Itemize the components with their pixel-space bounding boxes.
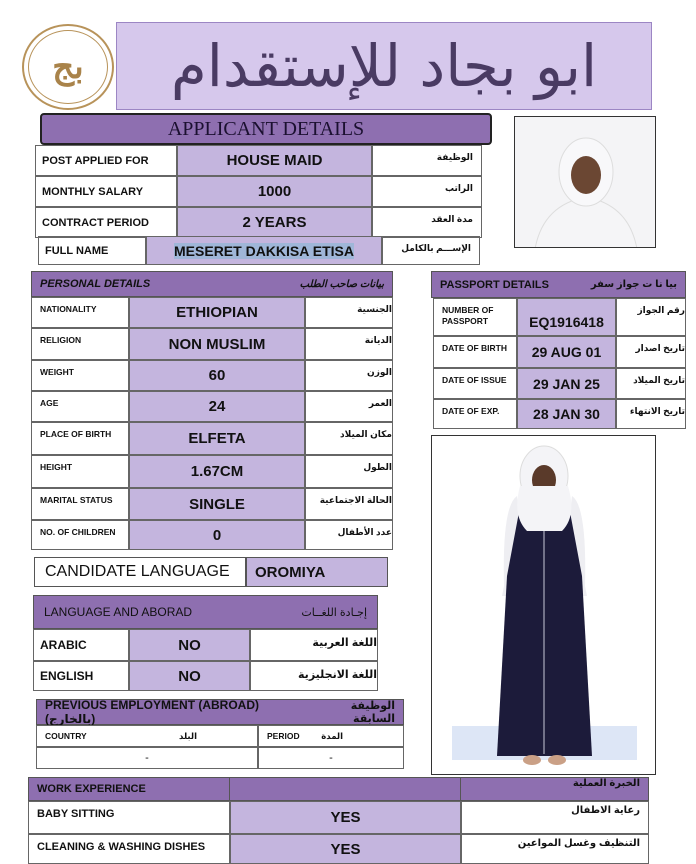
candidate-language-label: CANDIDATE LANGUAGE — [34, 557, 246, 587]
logo-letters: بج — [52, 47, 84, 87]
religion-value: NON MUSLIM — [129, 328, 305, 360]
period-value: - — [258, 747, 404, 769]
age-label-ar: العمر — [305, 391, 393, 422]
age-value: 24 — [129, 391, 305, 422]
post-applied-label: POST APPLIED FOR — [35, 145, 177, 176]
doi-label: DATE OF ISSUE — [433, 368, 517, 399]
contract-period-label: CONTRACT PERIOD — [35, 207, 177, 238]
place-of-birth-value: ELFETA — [129, 422, 305, 455]
contract-period-value: 2 YEARS — [177, 207, 372, 238]
work-heading-divider-1 — [229, 777, 230, 801]
full-body-photo — [431, 435, 656, 775]
language-heading: LANGUAGE AND ABORAD إجـادة اللغــات — [33, 595, 378, 629]
passport-number-value: EQ1916418 — [517, 298, 616, 336]
doe-label: DATE OF EXP. — [433, 399, 517, 429]
religion-label-ar: الديانة — [305, 328, 393, 360]
cleaning-value: YES — [230, 834, 461, 864]
period-header: PERIOD المدة — [258, 725, 404, 747]
monthly-salary-label-ar: الراتب — [372, 176, 482, 207]
portrait-figure — [515, 117, 656, 248]
portrait-photo — [514, 116, 656, 248]
cleaning-label-ar: التنظيف وغسل المواعين — [461, 834, 649, 864]
nationality-label-ar: الجنسية — [305, 297, 393, 328]
page-title: ابو بجاد للإستقدام — [170, 32, 598, 100]
religion-label: RELIGION — [31, 328, 129, 360]
children-label-ar: عدد الأطفال — [305, 520, 393, 550]
passport-number-label-ar: رقم الجواز — [616, 298, 686, 336]
marital-status-label-ar: الحالة الاجتماعية — [305, 488, 393, 520]
work-heading-divider-2 — [460, 777, 461, 801]
applicant-heading: APPLICANT DETAILS — [40, 113, 492, 145]
passport-heading: PASSPORT DETAILS بيا نا ت جواز سفر — [431, 271, 686, 298]
nationality-label: NATIONALITY — [31, 297, 129, 328]
english-label: ENGLISH — [33, 661, 129, 691]
arabic-label: ARABIC — [33, 629, 129, 661]
english-label-ar: اللغة الانجليزية — [250, 661, 378, 691]
monthly-salary-label: MONTHLY SALARY — [35, 176, 177, 207]
baby-sitting-label: BABY SITTING — [28, 801, 230, 834]
cleaning-label: CLEANING & WASHING DISHES — [28, 834, 230, 864]
contract-period-label-ar: مدة العقد — [372, 207, 482, 238]
country-header: COUNTRY البلد — [36, 725, 258, 747]
dob-value: 29 AUG 01 — [517, 336, 616, 368]
full-name-label-ar: الإســـم بالكامل — [382, 236, 480, 265]
place-of-birth-label: PLACE OF BIRTH — [31, 422, 129, 455]
weight-label: WEIGHT — [31, 360, 129, 391]
logo — [22, 24, 114, 110]
full-name-label: FULL NAME — [38, 236, 146, 265]
arabic-value: NO — [129, 629, 250, 661]
age-label: AGE — [31, 391, 129, 422]
full-body-figure — [432, 436, 656, 775]
post-applied-value: HOUSE MAID — [177, 145, 372, 176]
english-value: NO — [129, 661, 250, 691]
height-label-ar: الطول — [305, 455, 393, 488]
height-label: HEIGHT — [31, 455, 129, 488]
doi-label-ar: تاريخ الميلاد — [616, 368, 686, 399]
full-name-value: MESERET DAKKISA ETISA — [146, 236, 382, 265]
baby-sitting-label-ar: رعاية الاطفال — [461, 801, 649, 834]
place-of-birth-label-ar: مكان الميلاد — [305, 422, 393, 455]
doi-value: 29 JAN 25 — [517, 368, 616, 399]
passport-number-label: NUMBER OF PASSPORT — [433, 298, 517, 336]
monthly-salary-value: 1000 — [177, 176, 372, 207]
work-experience-heading: WORK EXPERIENCE الخبرة العملية — [28, 777, 649, 801]
weight-value: 60 — [129, 360, 305, 391]
arabic-label-ar: اللغة العربية — [250, 629, 378, 661]
children-value: 0 — [129, 520, 305, 550]
title-banner — [116, 22, 652, 110]
height-value: 1.67CM — [129, 455, 305, 488]
doe-label-ar: تاريخ الانتهاء — [616, 399, 686, 429]
dob-label: DATE OF BIRTH — [433, 336, 517, 368]
candidate-language-value: OROMIYA — [246, 557, 388, 587]
dob-label-ar: تاريخ اصدار — [616, 336, 686, 368]
country-value: - — [36, 747, 258, 769]
nationality-value: ETHIOPIAN — [129, 297, 305, 328]
marital-status-label: MARITAL STATUS — [31, 488, 129, 520]
weight-label-ar: الوزن — [305, 360, 393, 391]
personal-heading: PERSONAL DETAILS بيانات صاحب الطلب — [31, 271, 393, 297]
children-label: NO. OF CHILDREN — [31, 520, 129, 550]
post-applied-label-ar: الوظيفة — [372, 145, 482, 176]
previous-employment-heading: PREVIOUS EMPLOYMENT (ABROAD)(بالخارج) الوظيفة السابقة — [36, 699, 404, 725]
marital-status-value: SINGLE — [129, 488, 305, 520]
doe-value: 28 JAN 30 — [517, 399, 616, 429]
baby-sitting-value: YES — [230, 801, 461, 834]
